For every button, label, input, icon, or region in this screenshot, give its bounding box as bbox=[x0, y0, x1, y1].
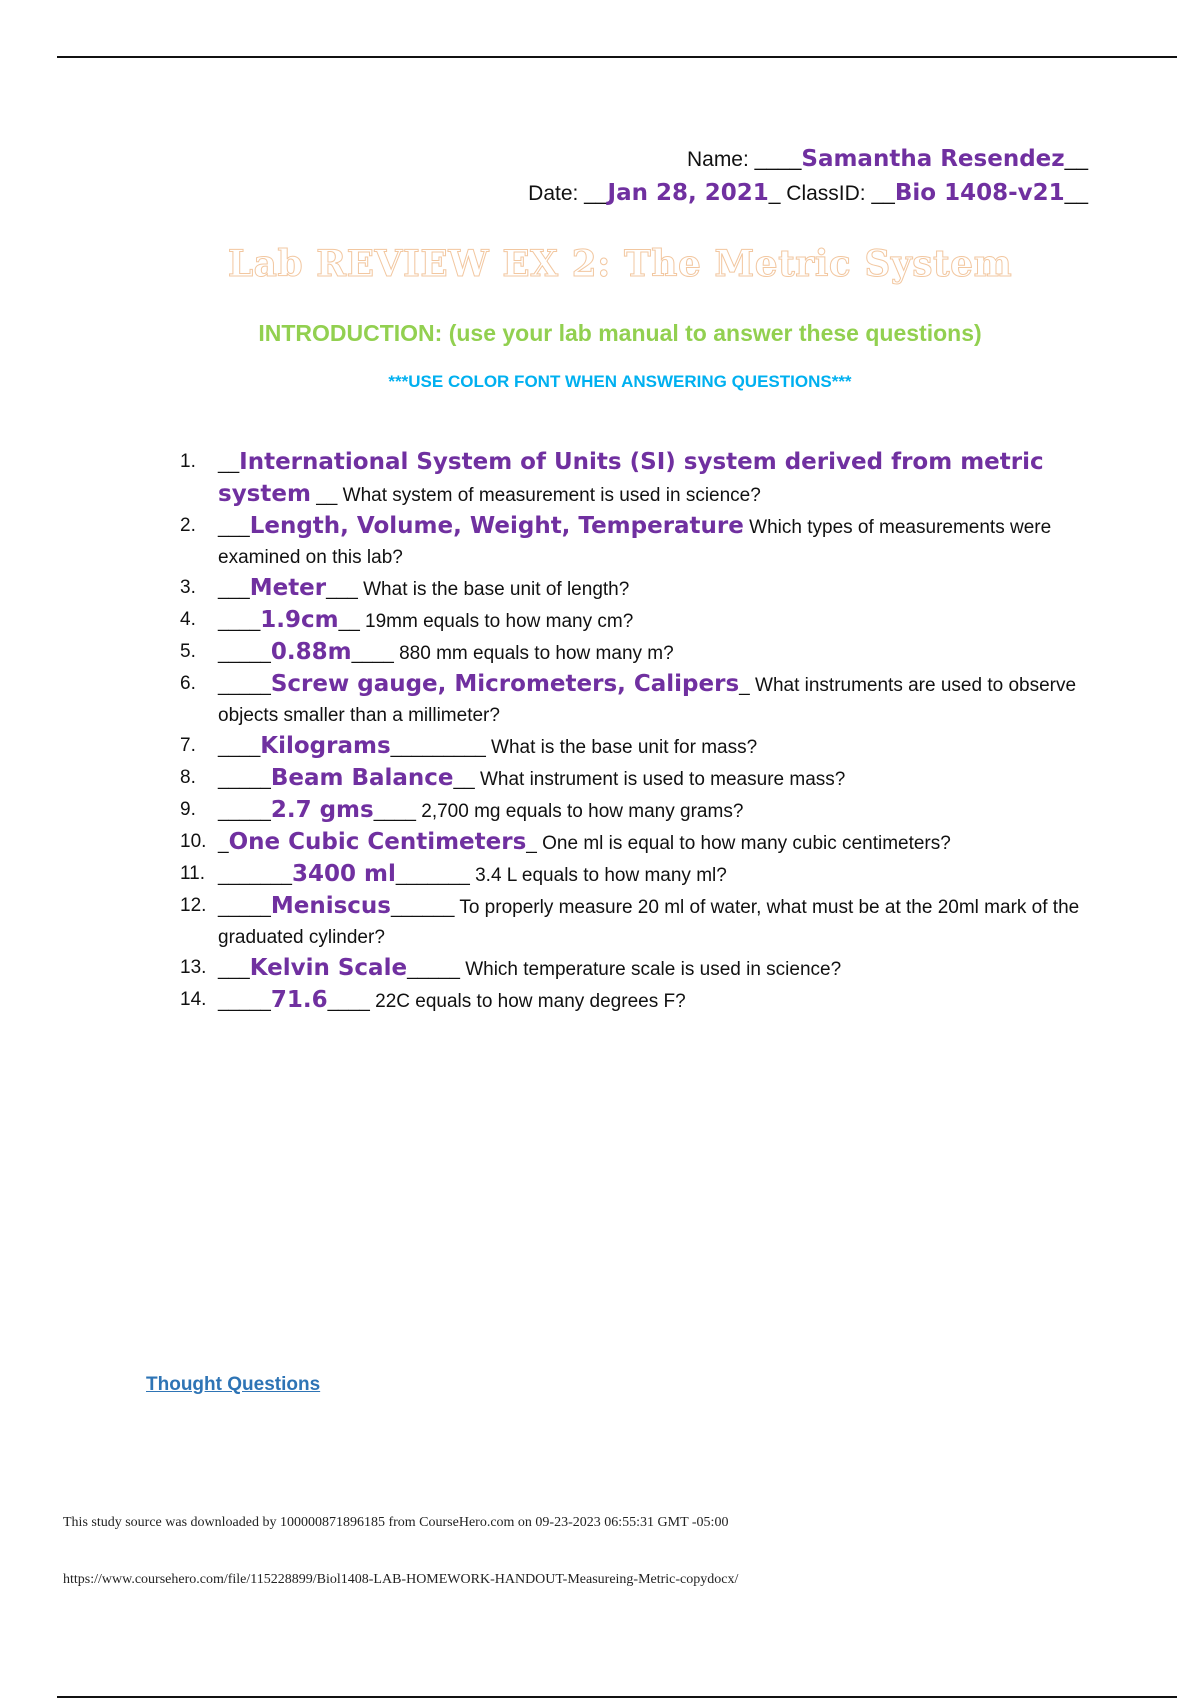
question-body bbox=[218, 511, 1100, 573]
question-text: Which temperature scale is used in science? bbox=[465, 959, 842, 980]
answer-text: Length, Volume, Weight, Temperature bbox=[249, 513, 744, 539]
answer-text: Kilograms bbox=[260, 733, 391, 759]
answer-blank-pre: ___ bbox=[218, 579, 250, 600]
answer-text: Meniscus bbox=[270, 893, 391, 919]
thought-questions-link[interactable]: Thought Questions bbox=[146, 1374, 321, 1395]
answer-blank-post: ____ bbox=[351, 643, 400, 664]
question-list bbox=[180, 447, 1100, 1017]
question-body bbox=[218, 669, 1100, 731]
answer-blank-post: __ bbox=[338, 611, 366, 632]
question-number: 10. bbox=[180, 831, 207, 852]
question-body bbox=[218, 763, 1100, 795]
answer-blank-post: __ bbox=[453, 769, 480, 790]
answer-blank-pre: _____ bbox=[218, 801, 271, 822]
question-text: 22C equals to how many degrees F? bbox=[375, 991, 686, 1012]
name-suffix: __ bbox=[1064, 148, 1088, 171]
answer-text: Screw gauge, Micrometers, Calipers bbox=[270, 671, 740, 697]
question-text: What is the base unit for mass? bbox=[491, 737, 758, 758]
question-number: 4. bbox=[180, 609, 196, 630]
question-number: 14. bbox=[180, 989, 207, 1010]
answer-text: 0.88m bbox=[270, 639, 352, 665]
question-number: 2. bbox=[180, 515, 196, 536]
answer-blank-pre: _____ bbox=[218, 991, 271, 1012]
question-text: 19mm equals to how many cm? bbox=[365, 611, 634, 632]
answer-blank-post: ____ bbox=[327, 991, 376, 1012]
answer-text: Kelvin Scale bbox=[249, 955, 408, 981]
footer-source: This study source was downloaded by 100000871896185 from CourseHero.com on 09-23-2023 06:55:31 GMT -05:00 bbox=[63, 1515, 729, 1530]
answer-blank-pre: _ bbox=[218, 833, 229, 854]
bottom-rule bbox=[57, 1696, 1177, 1698]
answer-blank-pre: _____ bbox=[218, 769, 271, 790]
answer-blank-post: _____ bbox=[407, 959, 466, 980]
question-body bbox=[218, 605, 1100, 637]
question-body bbox=[218, 447, 1100, 511]
question-body bbox=[218, 795, 1100, 827]
question-item bbox=[180, 731, 1100, 763]
answer-blank-pre: _____ bbox=[218, 897, 271, 918]
question-item bbox=[180, 669, 1100, 731]
question-number: 12. bbox=[180, 895, 207, 916]
answer-blank-post: _ bbox=[739, 675, 756, 696]
question-number: 9. bbox=[180, 799, 196, 820]
student-name: Samantha Resendez bbox=[801, 146, 1065, 172]
name-label: Name: ____ bbox=[686, 148, 802, 171]
question-number: 5. bbox=[180, 641, 196, 662]
question-item bbox=[180, 795, 1100, 827]
question-item bbox=[180, 573, 1100, 605]
answer-text: One Cubic Centimeters bbox=[228, 829, 527, 855]
question-number: 6. bbox=[180, 673, 196, 694]
question-body bbox=[218, 953, 1100, 985]
question-item bbox=[180, 985, 1100, 1017]
question-item bbox=[180, 637, 1100, 669]
question-number: 11. bbox=[180, 863, 206, 884]
date-suffix: _ bbox=[768, 182, 787, 205]
question-item bbox=[180, 605, 1100, 637]
answer-blank-post: _______ bbox=[395, 865, 476, 886]
question-body bbox=[218, 827, 1100, 859]
page-title: Lab REVIEW EX 2: The Metric System bbox=[227, 243, 1013, 285]
class-id-value: Bio 1408-v21 bbox=[894, 180, 1065, 206]
date-label: Date: __ bbox=[528, 182, 608, 205]
question-body bbox=[218, 731, 1100, 763]
question-text: What instruments are used to observe objects smaller than a millimeter? bbox=[218, 675, 1077, 726]
answer-text: 71.6 bbox=[270, 987, 328, 1013]
question-text: Which types of measurements were examined on this lab? bbox=[218, 517, 1052, 568]
question-item bbox=[180, 827, 1100, 859]
question-text: What system of measurement is used in science? bbox=[342, 485, 761, 506]
answer-text: Beam Balance bbox=[270, 765, 454, 791]
answer-blank-pre: _____ bbox=[218, 675, 271, 696]
answer-blank-post: __ bbox=[310, 485, 343, 506]
answer-blank-pre: ____ bbox=[218, 611, 261, 632]
question-number: 13. bbox=[180, 957, 207, 978]
answer-blank-post: _ bbox=[526, 833, 543, 854]
answer-text: International System of Units (SI) system derived from metric system bbox=[218, 449, 1044, 507]
answer-blank-post: ___ bbox=[326, 579, 364, 600]
question-item bbox=[180, 859, 1100, 891]
answer-blank-pre: __ bbox=[218, 453, 240, 474]
class-label: ClassID: __ bbox=[786, 182, 895, 205]
date-class-line bbox=[528, 176, 1088, 210]
answer-blank-pre: ____ bbox=[218, 737, 261, 758]
question-number: 8. bbox=[180, 767, 196, 788]
top-rule bbox=[57, 56, 1177, 58]
date-value: Jan 28, 2021 bbox=[607, 180, 769, 206]
question-item bbox=[180, 447, 1100, 511]
intro-heading: INTRODUCTION: (use your lab manual to answer these questions) bbox=[258, 320, 982, 346]
answer-blank-pre: _______ bbox=[218, 865, 292, 886]
question-text: 880 mm equals to how many m? bbox=[399, 643, 674, 664]
answer-text: 3400 ml bbox=[291, 861, 396, 887]
answer-blank-post: _________ bbox=[390, 737, 492, 758]
question-text: One ml is equal to how many cubic centimeters? bbox=[542, 833, 951, 854]
question-body bbox=[218, 859, 1100, 891]
question-item bbox=[180, 891, 1100, 953]
question-body bbox=[218, 637, 1100, 669]
answer-blank-pre: ___ bbox=[218, 959, 250, 980]
answer-blank-pre: ___ bbox=[218, 517, 250, 538]
question-item bbox=[180, 763, 1100, 795]
answer-blank-post: ____ bbox=[373, 801, 422, 822]
question-text: 3.4 L equals to how many ml? bbox=[475, 865, 727, 886]
answer-text: 1.9cm bbox=[260, 607, 339, 633]
question-number: 7. bbox=[180, 735, 196, 756]
question-text: What instrument is used to measure mass? bbox=[479, 769, 846, 790]
answer-blank-pre: _____ bbox=[218, 643, 271, 664]
question-item bbox=[180, 953, 1100, 985]
question-body bbox=[218, 573, 1100, 605]
question-number: 3. bbox=[180, 577, 196, 598]
question-text: 2,700 mg equals to how many grams? bbox=[421, 801, 744, 822]
question-body bbox=[218, 985, 1100, 1017]
question-text: To properly measure 20 ml of water, what must be at the 20ml mark of the graduated cylinder? bbox=[218, 897, 1080, 948]
name-line bbox=[528, 142, 1088, 176]
class-suffix: __ bbox=[1064, 182, 1088, 205]
student-header bbox=[528, 142, 1088, 210]
question-text: What is the base unit of length? bbox=[363, 579, 630, 600]
question-body bbox=[218, 891, 1100, 953]
question-number: 1. bbox=[180, 451, 196, 472]
instruction-note: ***USE COLOR FONT WHEN ANSWERING QUESTIONS*** bbox=[388, 372, 852, 391]
answer-text: 2.7 gms bbox=[270, 797, 374, 823]
footer-url[interactable]: https://www.coursehero.com/file/115228899/Biol1408-LAB-HOMEWORK-HANDOUT-Measureing-Metric-copydocx/ bbox=[63, 1572, 739, 1587]
answer-blank-post: ______ bbox=[390, 897, 460, 918]
question-item bbox=[180, 511, 1100, 573]
answer-text: Meter bbox=[249, 575, 327, 601]
